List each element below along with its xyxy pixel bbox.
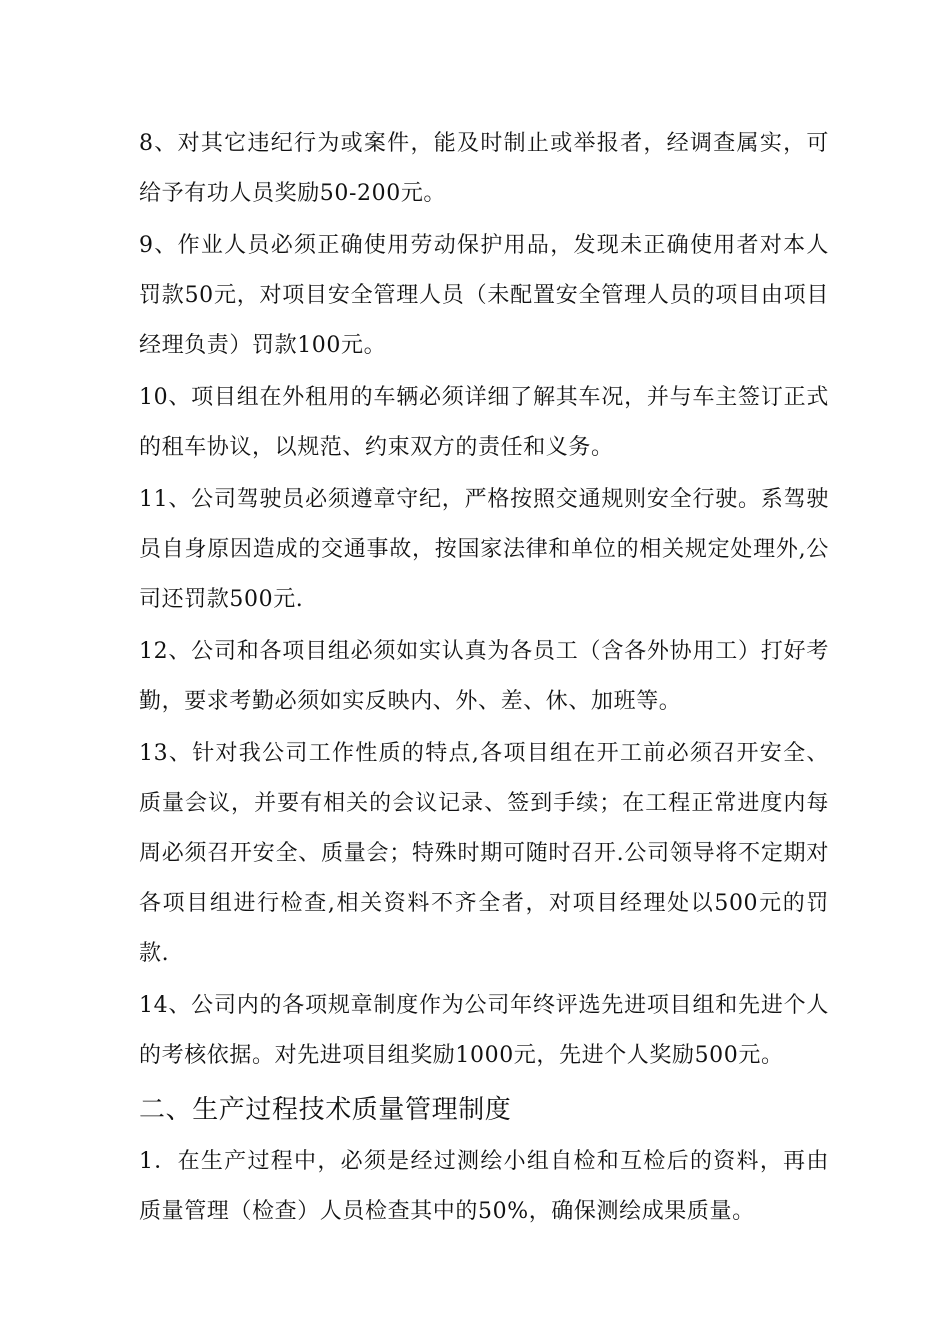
paragraph-item-12: 12、公司和各项目组必须如实认真为各员工（含各外协用工）打好考勤，要求考勤必须如实反映内、外、差、休、加班等。 — [139, 639, 829, 714]
document-page — [139, 0, 829, 1344]
paragraph-item-11: 11、公司驾驶员必须遵章守纪，严格按照交通规则安全行驶。系驾驶员自身原因造成的交通事故，按国家法律和单位的相关规定处理外,公司还罚款500元. — [139, 487, 829, 612]
paragraph-item-13: 13、针对我公司工作性质的特点,各项目组在开工前必须召开安全、质量会议，并要有相关的会议记录、签到手续；在工程正常进度内每周必须召开安全、质量会；特殊时期可随时召开.公司领导将不定期对各项目组进行检查,相关资料不齐全者，对项目经理处以500元的罚款. — [139, 741, 829, 966]
paragraph-item-14: 14、公司内的各项规章制度作为公司年终评选先进项目组和先进个人的考核依据。对先进项目组奖励1000元，先进个人奖励500元。 — [139, 993, 829, 1068]
paragraph-item-8: 8、对其它违纪行为或案件，能及时制止或举报者，经调查属实，可给予有功人员奖励50-200元。 — [139, 131, 829, 206]
paragraph-section-item-1: 1．在生产过程中，必须是经过测绘小组自检和互检后的资料，再由质量管理（检查）人员检查其中的50%，确保测绘成果质量。 — [139, 1149, 829, 1224]
paragraph-item-9: 9、作业人员必须正确使用劳动保护用品，发现未正确使用者对本人罚款50元，对项目安全管理人员（未配置安全管理人员的项目由项目经理负责）罚款100元。 — [139, 233, 829, 358]
paragraph-item-10: 10、项目组在外租用的车辆必须详细了解其车况，并与车主签订正式的租车协议，以规范、约束双方的责任和义务。 — [139, 385, 829, 460]
section-heading: 二、生产过程技术质量管理制度 — [139, 1095, 512, 1125]
